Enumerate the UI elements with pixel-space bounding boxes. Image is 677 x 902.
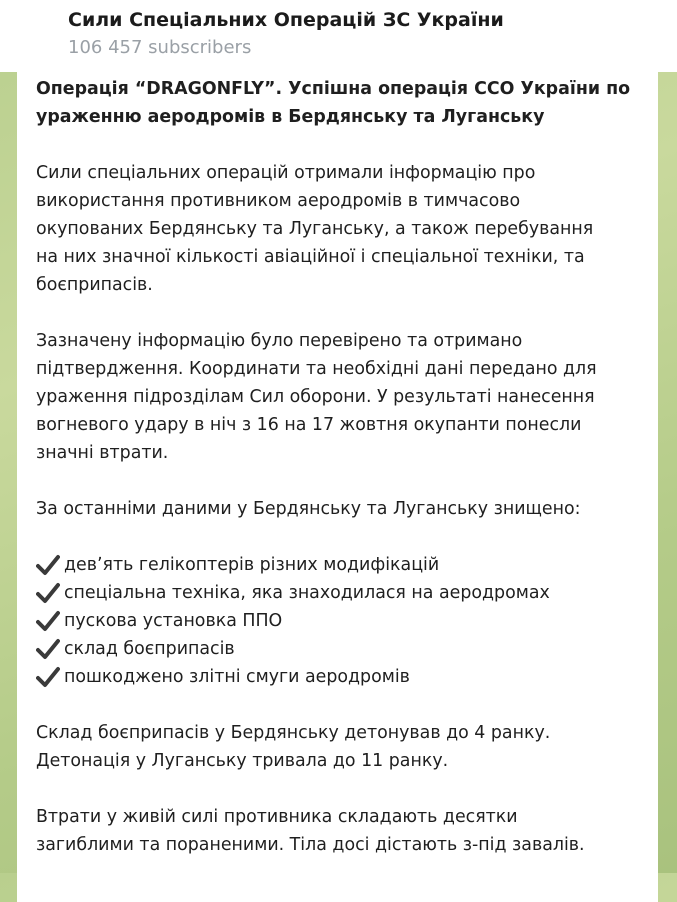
destroyed-list [36,551,651,691]
check-mark-icon [36,665,60,689]
channel-title[interactable]: Сили Спеціальних Операцій ЗС України [68,9,504,31]
message-text [36,75,651,859]
list-item [36,607,651,635]
list-item-text: девʼять гелікоптерів різних модифікацій [64,555,440,575]
check-mark-icon [36,637,60,661]
list-item [36,635,651,663]
list-item-text: склад боєприпасів [64,639,235,659]
list-item-text: пошкоджено злітні смуги аеродромів [64,667,410,687]
message-bubble [17,72,658,902]
list-item-text: спеціальна техніка, яка знаходилася на аеродромах [64,583,550,603]
list-item [36,551,651,579]
list-item-text: пускова установка ППО [64,611,283,631]
subscriber-count: 106 457 subscribers [68,37,252,58]
check-mark-icon [36,609,60,633]
paragraph: За останніми даними у Бердянську та Луганську знищено: [36,499,581,519]
paragraph: Зазначену інформацію було перевірено та отримано підтвердження. Координати та необхідні дані передано для ураження підрозділам Сил оборони. У результаті нанесення вогневого удару в ніч з 16 на 17 жовтня окупанти понесли значні втрати. [36,331,597,463]
paragraph: Втрати у живій силі противника складають десятки загиблими та пораненими. Тіла досі дістають з-під завалів. [36,807,585,855]
paragraph: Сили спеціальних операцій отримали інформацію про використання противником аеродромів в тимчасово окупованих Бердянську та Луганську, а також перебування на них значної кількості авіаційної і спеціальної техніки, та боєприпасів. [36,163,594,295]
post-title: Операція “DRAGONFLY”. Успішна операція ССО України по ураженню аеродромів в Бердянську та Луганську [36,79,631,127]
list-item [36,579,651,607]
channel-header[interactable] [0,0,677,72]
list-item [36,663,651,691]
check-mark-icon [36,553,60,577]
check-mark-icon [36,581,60,605]
paragraph: Склад боєприпасів у Бердянську детонував до 4 ранку. Детонація у Луганську тривала до 11 ранку. [36,723,551,771]
